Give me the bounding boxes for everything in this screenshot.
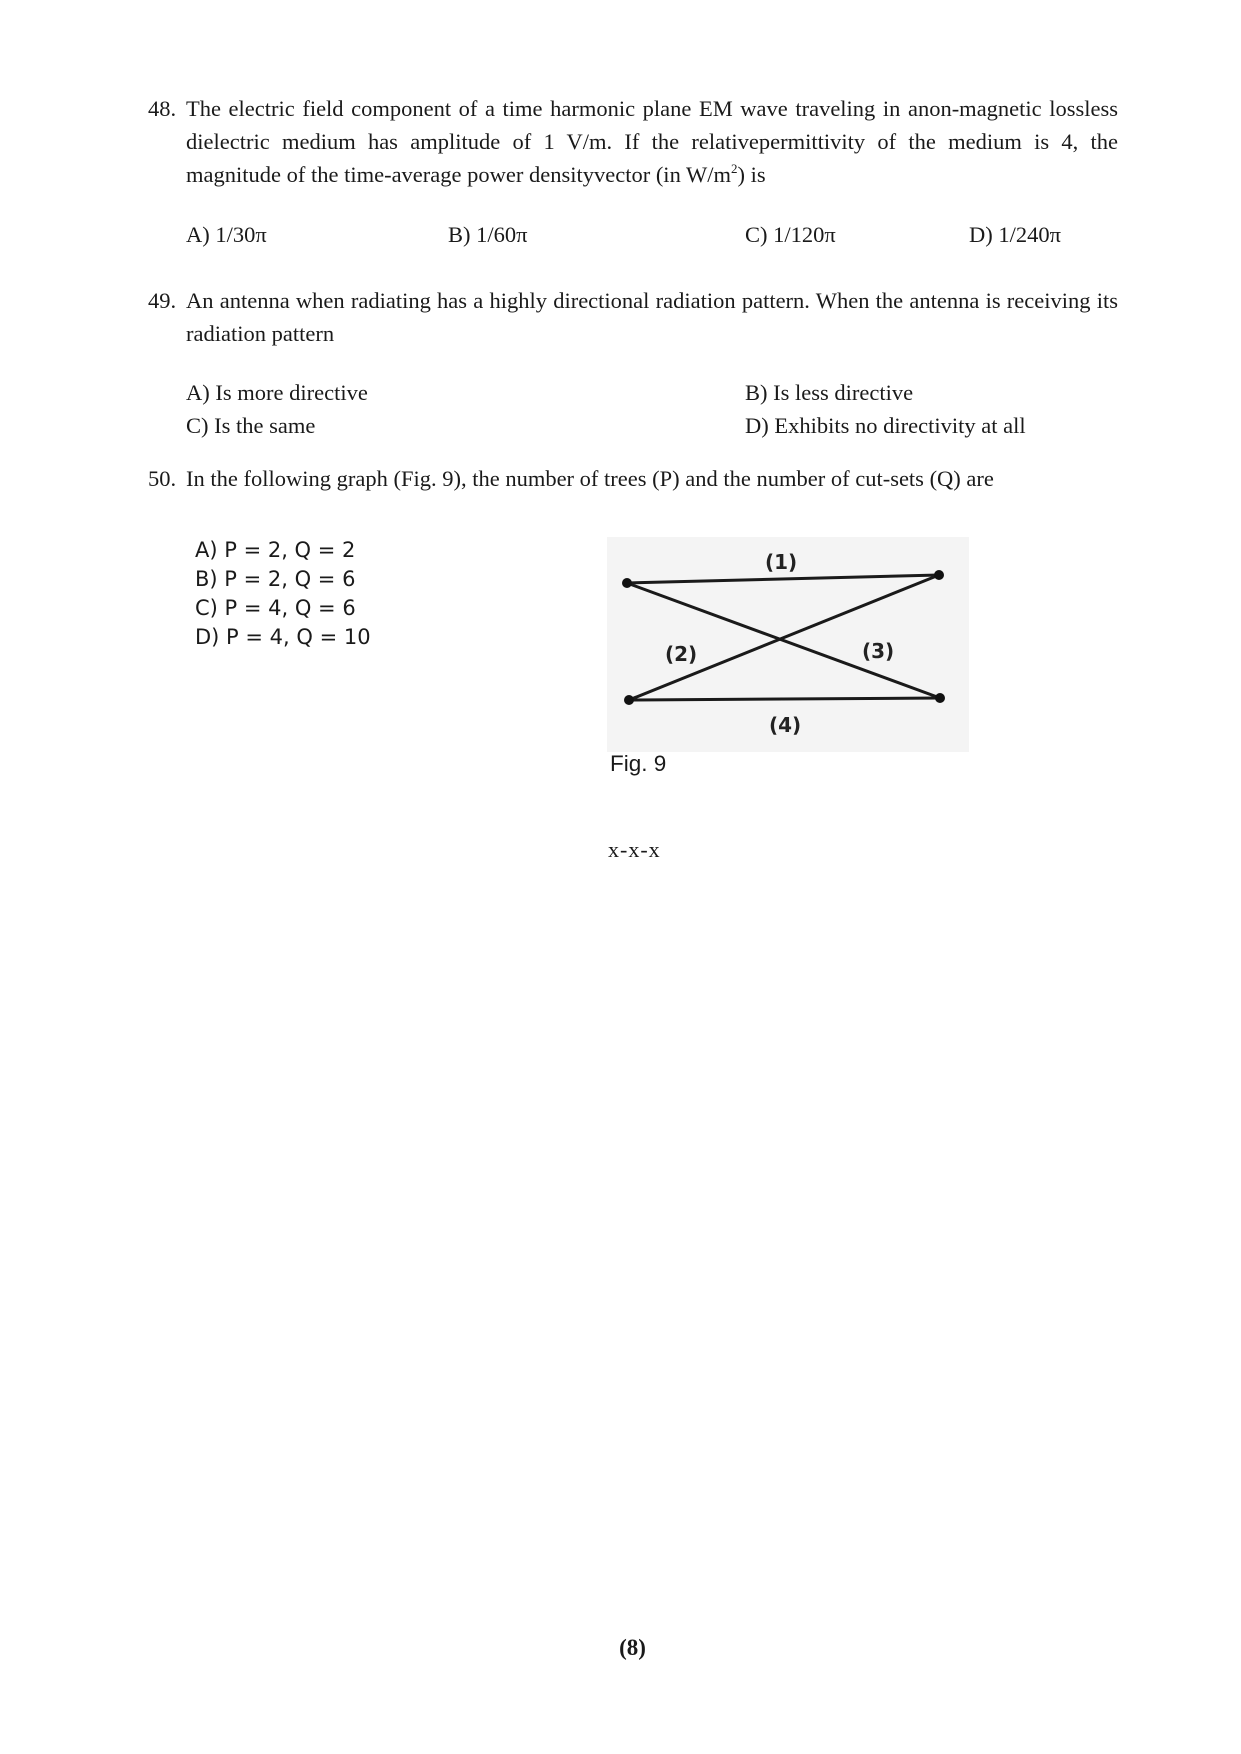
option-d: D) P = 4, Q = 10	[195, 625, 371, 649]
question-50	[148, 462, 1118, 495]
node	[935, 693, 945, 703]
edge-label-1: (1)	[765, 550, 798, 574]
question-number: 48.	[148, 96, 177, 121]
option-b: B) Is less directive	[745, 380, 914, 405]
option-c: C) P = 4, Q = 6	[195, 596, 356, 620]
option-b: B) 1/60π	[448, 222, 528, 247]
question-number: 49.	[148, 288, 177, 313]
node	[624, 695, 634, 705]
edge-4	[629, 698, 940, 700]
option-list	[195, 536, 371, 652]
option-a: A) 1/30π	[186, 222, 267, 247]
graph-figure	[607, 537, 969, 752]
option-d: D) Exhibits no directivity at all	[745, 413, 1026, 438]
page-number: (8)	[619, 1635, 646, 1660]
node	[934, 570, 944, 580]
option-b: B) P = 2, Q = 6	[195, 567, 356, 591]
edge-label-3: (3)	[862, 639, 895, 663]
option-a: A) P = 2, Q = 2	[195, 538, 356, 562]
question-text-part: The electric field component of a time harmonic plane EM wave traveling in anon-magnetic lossless dielectric medium has amplitude of 1 V/m. If the relativepermittivity of the medium is 4, the magnitude of the time-average power densityvector (in W/m	[186, 96, 1118, 187]
option-a: A) Is more directive	[186, 380, 368, 405]
edge-1	[627, 575, 939, 583]
question-49	[148, 284, 1118, 350]
question-text	[186, 92, 1118, 191]
option-c: C) Is the same	[186, 413, 316, 438]
question-48	[148, 92, 1118, 191]
edge-label-4: (4)	[769, 713, 802, 737]
figure-caption: Fig. 9	[610, 751, 667, 776]
question-text: In the following graph (Fig. 9), the number of trees (P) and the number of cut-sets (Q) are	[186, 466, 994, 491]
edge-label-2: (2)	[665, 642, 698, 666]
question-number: 50.	[148, 466, 177, 491]
node	[622, 578, 632, 588]
superscript: 2	[731, 161, 738, 176]
question-text-part: ) is	[737, 162, 766, 187]
option-d: D) 1/240π	[969, 222, 1061, 247]
question-text: An antenna when radiating has a highly directional radiation pattern. When the antenna is receiving its radiation pattern	[186, 288, 1118, 346]
option-c: C) 1/120π	[745, 222, 836, 247]
end-mark: x-x-x	[608, 837, 661, 862]
